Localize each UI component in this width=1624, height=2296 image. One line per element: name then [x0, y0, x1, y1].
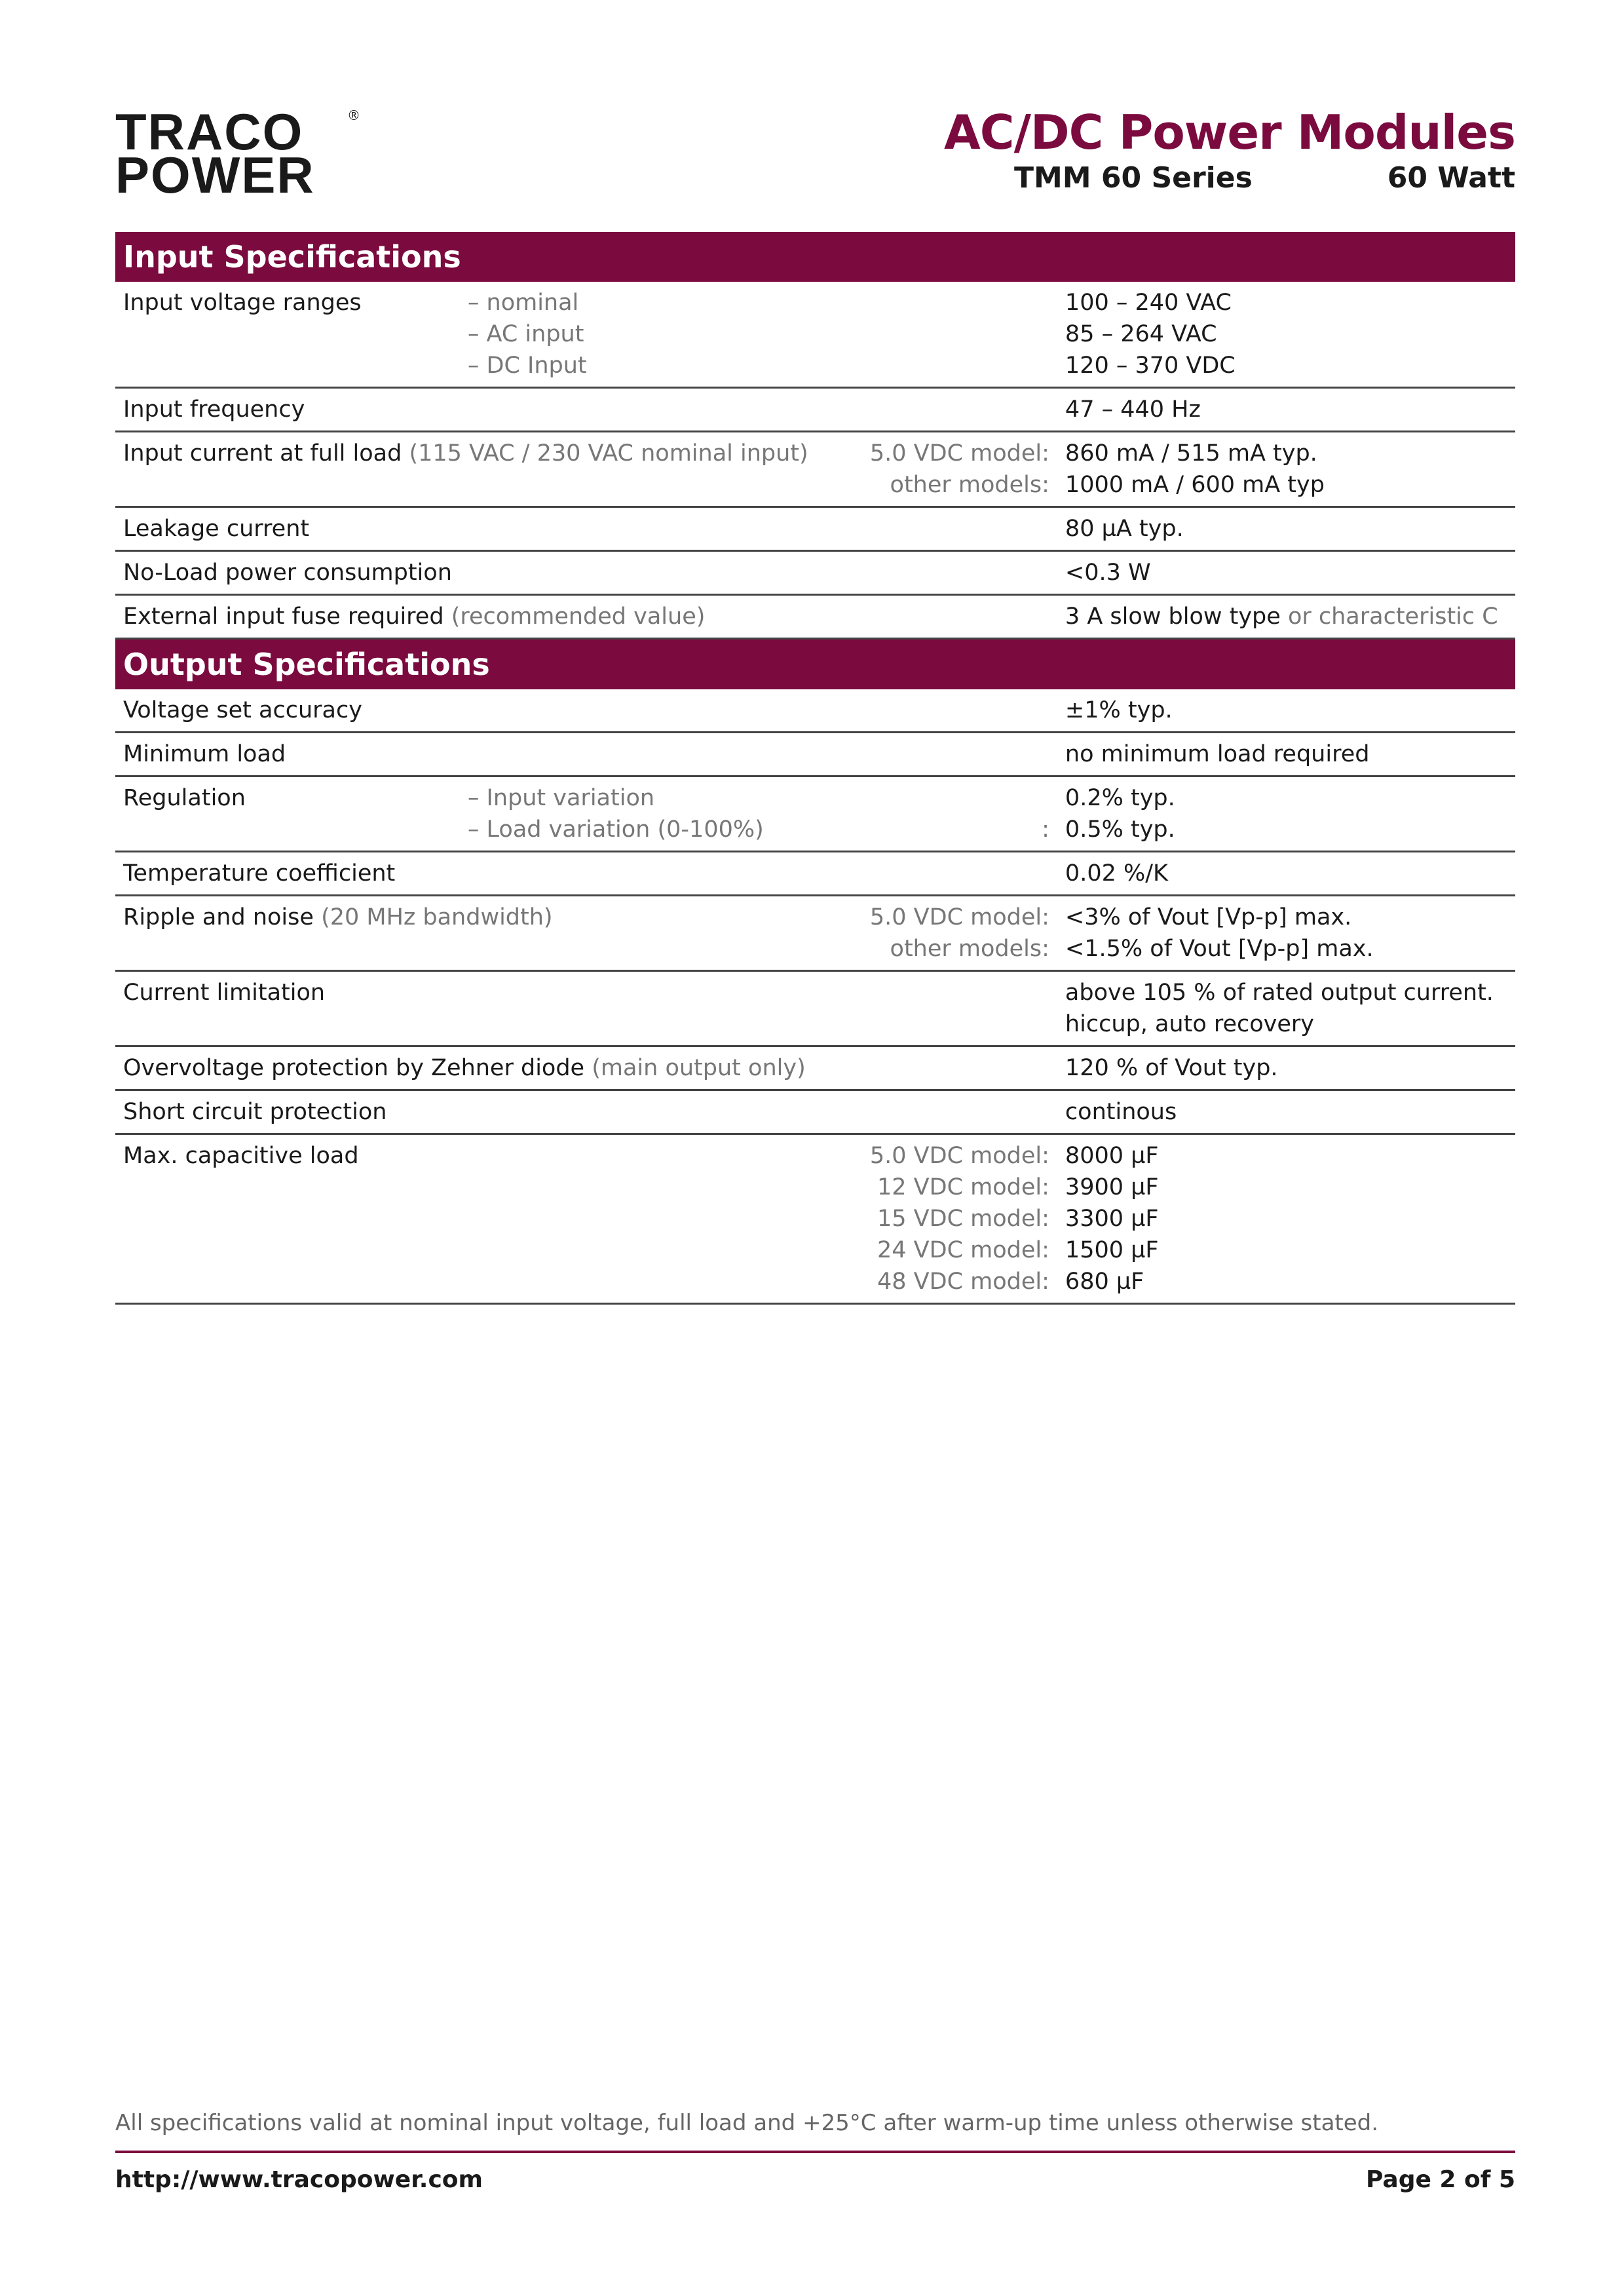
parameter-cell [115, 432, 862, 507]
spec-row [115, 1090, 1515, 1134]
value-cell [1057, 733, 1515, 776]
sub-parameter: – Load variation (0-100%) [467, 816, 764, 843]
spec-row [115, 689, 1515, 733]
document-title: AC/DC Power Modules [944, 105, 1515, 160]
parameter-cell [115, 776, 460, 852]
parameter-name: Leakage current [123, 516, 310, 542]
sub-parameter: – AC input [467, 321, 584, 347]
model-condition: 5.0 VDC model: [869, 904, 1049, 930]
model-condition-cell [862, 282, 1057, 388]
spec-row [115, 971, 1515, 1046]
specifications-table [115, 232, 1515, 1305]
spec-value [1065, 601, 1507, 632]
parameter-condition: (20 MHz bandwidth) [321, 904, 553, 930]
parameter-name: Voltage set accuracy [123, 697, 362, 723]
value-cell [1057, 432, 1515, 507]
spec-value-note: or characteristic C [1287, 603, 1498, 630]
traco-power-logo [115, 103, 360, 204]
value-cell [1057, 1090, 1515, 1134]
model-condition [870, 782, 1049, 814]
value-cell [1057, 282, 1515, 388]
parameter-condition: (115 VAC / 230 VAC nominal input) [409, 440, 808, 467]
model-condition: other models: [890, 936, 1049, 962]
model-condition: 15 VDC model: [877, 1206, 1049, 1232]
parameter-name: Current limitation [123, 980, 326, 1006]
spec-value: 8000 µF [1065, 1143, 1159, 1169]
parameter-name: External input fuse required [123, 603, 444, 630]
parameter-cell [115, 551, 460, 595]
parameter-cell [115, 1134, 460, 1304]
website-link[interactable]: http://www.tracopower.com [115, 2166, 483, 2193]
spec-value: 120 – 370 VDC [1065, 353, 1236, 379]
spec-value-text: 3 A slow blow type [1065, 603, 1281, 630]
model-condition-cell [862, 432, 1057, 507]
parameter-name: Temperature coefficient [123, 860, 396, 887]
model-condition-cell [862, 896, 1057, 971]
value-cell [1057, 971, 1515, 1046]
model-condition-cell [862, 595, 1057, 639]
value-cell [1057, 1134, 1515, 1304]
parameter-cell [115, 1090, 460, 1134]
spec-value: 1500 µF [1065, 1237, 1159, 1263]
spec-value: 680 µF [1065, 1269, 1144, 1295]
model-condition-cell [862, 733, 1057, 776]
value-cell [1057, 896, 1515, 971]
spec-value: 120 % of Vout typ. [1065, 1055, 1278, 1081]
model-condition: : [1042, 816, 1049, 843]
spec-value: no minimum load required [1065, 741, 1370, 767]
spec-row [115, 551, 1515, 595]
spec-row [115, 852, 1515, 896]
sub-parameter: – Input variation [467, 785, 655, 811]
spec-value: ±1% typ. [1065, 697, 1173, 723]
sub-parameter: – nominal [467, 290, 579, 316]
spec-value: 0.02 %/K [1065, 860, 1168, 887]
spec-value: <1.5% of Vout [Vp-p] max. [1065, 936, 1374, 962]
parameter-name: No-Load power consumption [123, 560, 452, 586]
spec-value: 1000 mA / 600 mA typ [1065, 472, 1325, 498]
value-cell [1057, 388, 1515, 432]
value-cell [1057, 507, 1515, 551]
registered-mark: ® [347, 107, 360, 123]
spec-value: 3300 µF [1065, 1206, 1159, 1232]
sub-parameter-cell [460, 776, 862, 852]
parameter-cell [115, 896, 862, 971]
section-header [115, 639, 1515, 690]
value-cell [1057, 852, 1515, 896]
parameter-name: Input frequency [123, 396, 305, 423]
power-rating: 60 Watt [1387, 161, 1515, 195]
parameter-cell [115, 689, 460, 733]
value-cell [1057, 595, 1515, 639]
sub-parameter-cell [460, 388, 862, 432]
parameter-name: Input voltage ranges [123, 290, 362, 316]
spec-value: <0.3 W [1065, 560, 1151, 586]
footer-divider [115, 2151, 1515, 2153]
section-header [115, 232, 1515, 282]
model-condition: 24 VDC model: [877, 1237, 1049, 1263]
model-condition-cell [862, 971, 1057, 1046]
model-condition: other models: [890, 472, 1049, 498]
spec-row [115, 896, 1515, 971]
spec-value: 100 – 240 VAC [1065, 290, 1232, 316]
model-condition-cell [862, 388, 1057, 432]
parameter-name: Overvoltage protection by Zehner diode [123, 1055, 585, 1081]
parameter-name: Minimum load [123, 741, 286, 767]
spec-value: 860 mA / 515 mA typ. [1065, 440, 1317, 467]
parameter-cell [115, 733, 460, 776]
model-condition-cell [862, 689, 1057, 733]
spec-value: 0.2% typ. [1065, 785, 1175, 811]
spec-row [115, 1046, 1515, 1090]
spec-value: hiccup, auto recovery [1065, 1011, 1315, 1037]
sub-parameter-cell [460, 551, 862, 595]
page-number: Page 2 of 5 [1366, 2166, 1515, 2193]
spec-row [115, 595, 1515, 639]
spec-value: <3% of Vout [Vp-p] max. [1065, 904, 1352, 930]
logo-line-1: TRACO [115, 103, 304, 161]
model-condition: 12 VDC model: [877, 1174, 1049, 1200]
spec-row [115, 733, 1515, 776]
sub-parameter-cell [460, 733, 862, 776]
parameter-cell [115, 852, 460, 896]
parameter-cell [115, 507, 460, 551]
sub-parameter-cell [460, 507, 862, 551]
sub-parameter-cell [460, 689, 862, 733]
spec-row [115, 388, 1515, 432]
parameter-cell [115, 388, 460, 432]
value-cell [1057, 1046, 1515, 1090]
spec-row [115, 1134, 1515, 1304]
sub-parameter: – DC Input [467, 353, 587, 379]
spec-row [115, 776, 1515, 852]
spec-value: 85 – 264 VAC [1065, 321, 1217, 347]
parameter-condition: (recommended value) [451, 603, 706, 630]
model-condition-cell [862, 1090, 1057, 1134]
model-condition-cell [862, 776, 1057, 852]
value-cell [1057, 551, 1515, 595]
parameter-cell [115, 595, 862, 639]
spec-value: continous [1065, 1099, 1177, 1125]
model-condition: 5.0 VDC model: [869, 1143, 1049, 1169]
parameter-cell [115, 971, 460, 1046]
spec-value: above 105 % of rated output current. [1065, 980, 1494, 1006]
spec-value: 47 – 440 Hz [1065, 396, 1201, 423]
sub-parameter-cell [460, 852, 862, 896]
spec-row [115, 507, 1515, 551]
spec-row [115, 282, 1515, 388]
sub-parameter-cell [460, 1134, 862, 1304]
parameter-condition: (main output only) [592, 1055, 806, 1081]
model-condition-cell [862, 1134, 1057, 1304]
value-cell [1057, 776, 1515, 852]
sub-parameter-cell [460, 971, 862, 1046]
spec-row [115, 432, 1515, 507]
parameter-name: Input current at full load [123, 440, 402, 467]
sub-parameter-cell [460, 282, 862, 388]
specifications-footnote: All specifications valid at nominal input voltage, full load and +25°C after warm-up time unless otherwise stated. [115, 2110, 1379, 2136]
parameter-cell [115, 1046, 862, 1090]
parameter-name: Regulation [123, 785, 246, 811]
section-title: Output Specifications [115, 639, 1515, 690]
spec-value: 0.5% typ. [1065, 816, 1175, 843]
sub-parameter-cell [460, 1090, 862, 1134]
spec-value: 80 µA typ. [1065, 516, 1184, 542]
spec-value: 3900 µF [1065, 1174, 1159, 1200]
model-condition-cell [862, 852, 1057, 896]
parameter-name: Short circuit protection [123, 1099, 387, 1125]
section-title: Input Specifications [115, 232, 1515, 282]
parameter-name: Max. capacitive load [123, 1143, 359, 1169]
model-condition: 5.0 VDC model: [869, 440, 1049, 467]
series-name: TMM 60 Series [1014, 161, 1253, 195]
parameter-cell [115, 282, 460, 388]
model-condition-cell [862, 1046, 1057, 1090]
logo-line-2: POWER [115, 146, 315, 204]
value-cell [1057, 689, 1515, 733]
parameter-name: Ripple and noise [123, 904, 314, 930]
model-condition-cell [862, 507, 1057, 551]
model-condition: 48 VDC model: [877, 1269, 1049, 1295]
model-condition-cell [862, 551, 1057, 595]
